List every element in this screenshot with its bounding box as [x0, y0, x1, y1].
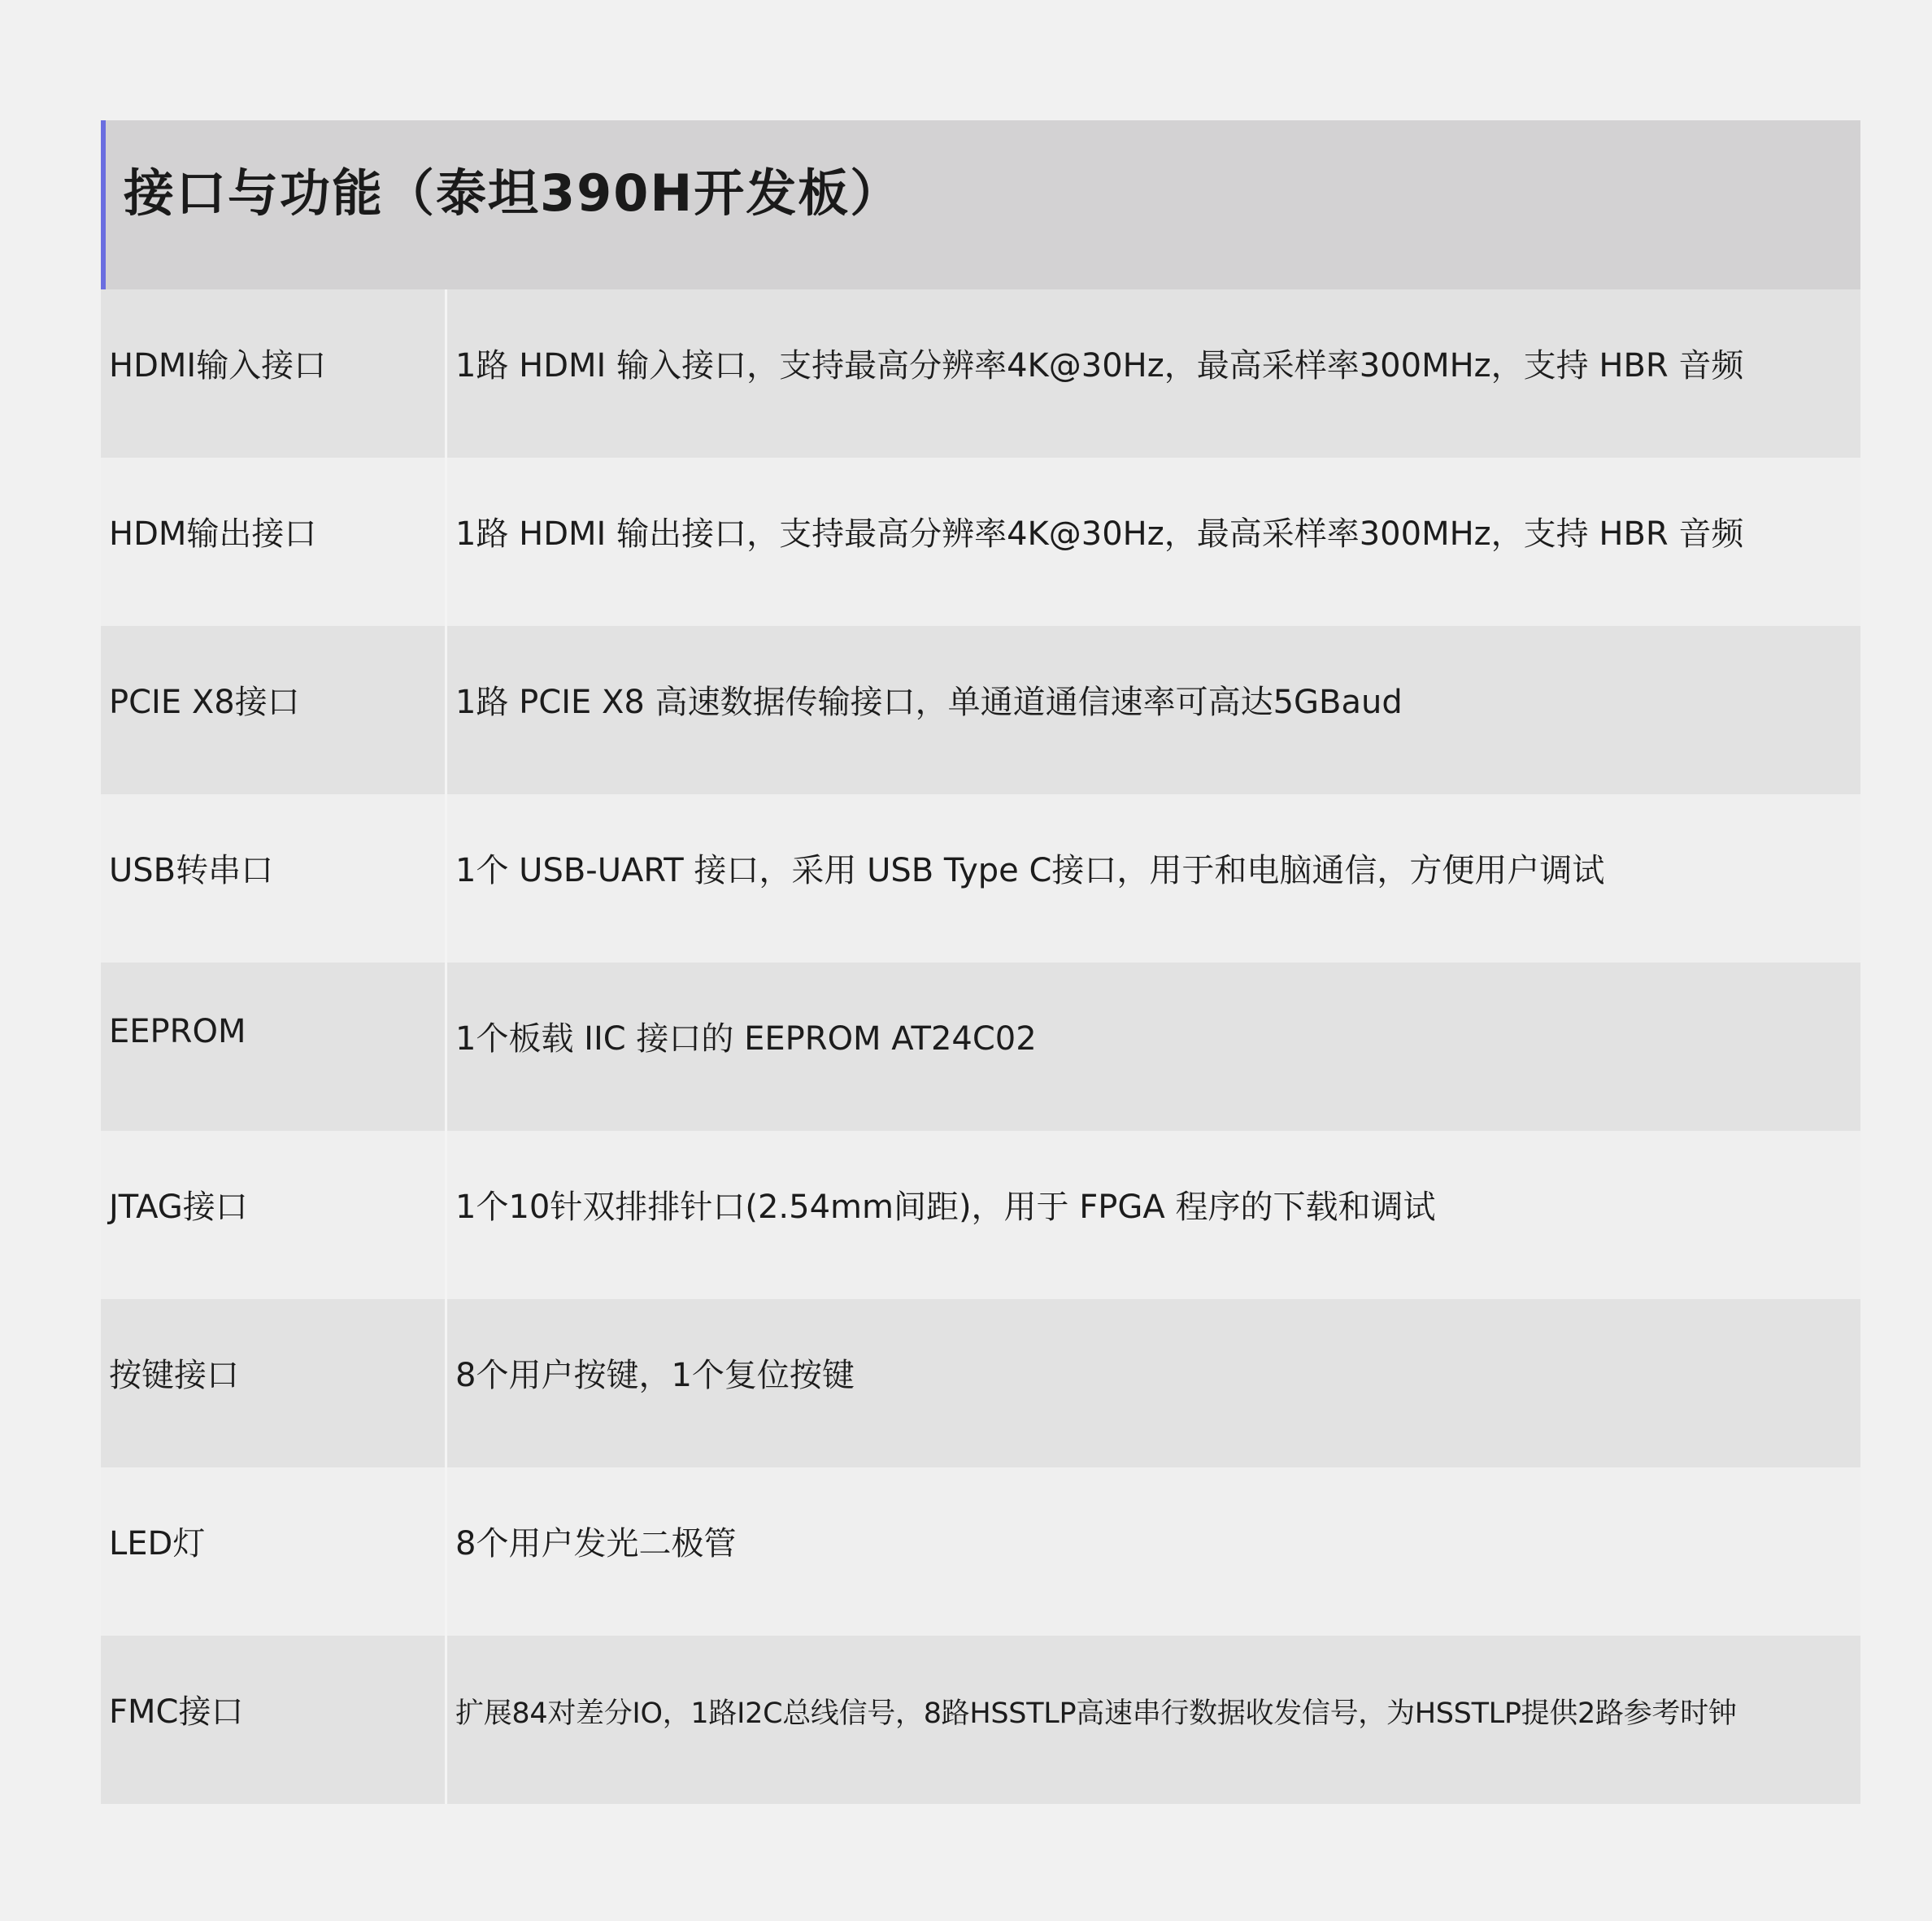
table-row: [101, 458, 1860, 626]
row-name: 按键接口: [101, 1299, 447, 1467]
row-description: 1路 PCIE X8 高速数据传输接口，单通道通信速率可高达5GBaud: [455, 684, 1403, 721]
row-description: 8个用户按键，1个复位按键: [455, 1357, 855, 1394]
row-description: 1个板载 IIC 接口的 EEPROM AT24C02: [455, 1020, 1037, 1058]
row-name: JTAG接口: [101, 1131, 447, 1299]
table-row: [101, 626, 1860, 794]
table-row: [101, 1299, 1860, 1467]
row-description: 1个10针双排排针口(2.54mm间距)，用于 FPGA 程序的下载和调试: [455, 1189, 1436, 1226]
row-name: HDM输出接口: [101, 458, 447, 626]
table-row: [101, 289, 1860, 458]
row-name: LED灯: [101, 1467, 447, 1636]
row-description: 1路 HDMI 输入接口，支持最高分辨率4K@30Hz，最高采样率300MHz，支持 HBR 音频: [455, 347, 1744, 385]
table-row: [101, 1131, 1860, 1299]
page-title: 接口与功能（泰坦390H开发板）: [124, 163, 903, 223]
row-name: HDMI输入接口: [101, 289, 447, 458]
table-row: [101, 794, 1860, 963]
table-row: [101, 1636, 1860, 1804]
row-description: 扩展84对差分IO，1路I2C总线信号，8路HSSTLP高速串行数据收发信号，为HSSTLP提供2路参考时钟: [455, 1697, 1737, 1730]
row-name: PCIE X8接口: [101, 626, 447, 794]
row-name: EEPROM: [101, 963, 447, 1131]
row-name: USB转串口: [101, 794, 447, 963]
table-header: [101, 120, 1860, 289]
row-description: 1个 USB-UART 接口，采用 USB Type C接口，用于和电脑通信，方便用户调试: [455, 852, 1605, 889]
row-name: FMC接口: [101, 1636, 447, 1804]
table-row: [101, 1467, 1860, 1636]
spec-table: [101, 120, 1860, 1804]
table-row: [101, 963, 1860, 1131]
row-description: 1路 HDMI 输出接口，支持最高分辨率4K@30Hz，最高采样率300MHz，支持 HBR 音频: [455, 515, 1744, 553]
row-description: 8个用户发光二极管: [455, 1525, 737, 1562]
